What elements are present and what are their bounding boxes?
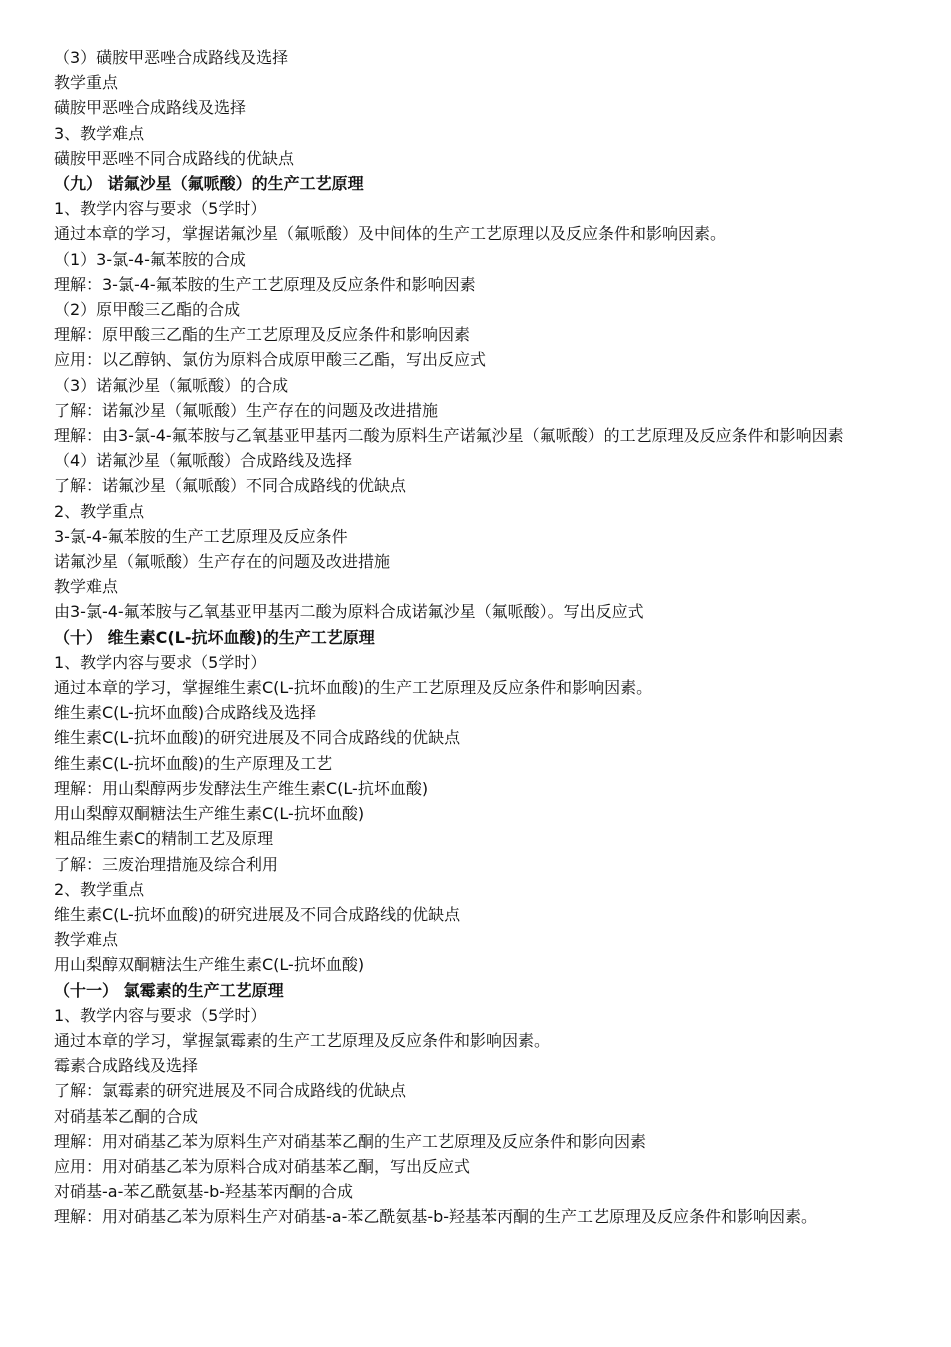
text-line: 1、教学内容与要求（5学时） <box>54 199 267 219</box>
text-line: 1、教学内容与要求（5学时） <box>54 1005 267 1025</box>
text-line: 维生素C(L-抗坏血酸)的研究进展及不同合成路线的优缺点 <box>54 904 461 924</box>
document-body <box>54 45 914 1230</box>
text-line: （1）3-氯-4-氟苯胺的合成 <box>54 249 246 269</box>
text-line: 教学重点 <box>54 73 119 93</box>
text-line: 2、教学重点 <box>54 879 145 899</box>
text-line: 理解：3-氯-4-氟苯胺的生产工艺原理及反应条件和影响因素 <box>54 274 476 294</box>
text-line: （3）诺氟沙星（氟哌酸）的合成 <box>54 375 289 395</box>
text-line: 理解：由3-氯-4-氟苯胺与乙氧基亚甲基丙二酸为原料生产诺氟沙星（氟哌酸）的工艺原理及反应条件和影响因素 <box>54 426 844 446</box>
text-line: 磺胺甲恶唑不同合成路线的优缺点 <box>54 148 295 168</box>
text-line: 理解：原甲酸三乙酯的生产工艺原理及反应条件和影响因素 <box>54 325 471 345</box>
text-line: 对硝基-a-苯乙酰氨基-b-羟基苯丙酮的合成 <box>54 1182 354 1202</box>
text-line: 应用：用对硝基乙苯为原料合成对硝基苯乙酮，写出反应式 <box>54 1156 471 1176</box>
text-line: 由3-氯-4-氟苯胺与乙氧基亚甲基丙二酸为原料合成诺氟沙星（氟哌酸）。写出反应式 <box>54 602 644 622</box>
text-line: 3-氯-4-氟苯胺的生产工艺原理及反应条件 <box>54 526 348 546</box>
text-line: 通过本章的学习，掌握诺氟沙星（氟哌酸）及中间体的生产工艺原理以及反应条件和影响因素。 <box>54 224 727 244</box>
section-heading: （十一） 氯霉素的生产工艺原理 <box>54 980 284 1000</box>
text-line: 1、教学内容与要求（5学时） <box>54 652 267 672</box>
text-line: 磺胺甲恶唑合成路线及选择 <box>54 98 247 118</box>
text-line: 霉素合成路线及选择 <box>54 1056 199 1076</box>
text-line: （2）原甲酸三乙酯的合成 <box>54 300 241 320</box>
text-line: 维生素C(L-抗坏血酸)的生产原理及工艺 <box>54 753 333 773</box>
text-line: 了解：三废治理措施及综合利用 <box>54 854 279 874</box>
text-line: 对硝基苯乙酮的合成 <box>54 1106 199 1126</box>
text-line: 理解：用对硝基乙苯为原料生产对硝基-a-苯乙酰氨基-b-羟基苯丙酮的生产工艺原理及反应条件和影响因素。 <box>54 1207 818 1227</box>
text-line: （3）磺胺甲恶唑合成路线及选择 <box>54 48 289 67</box>
text-line: 通过本章的学习，掌握维生素C(L-抗坏血酸)的生产工艺原理及反应条件和影响因素。 <box>54 678 653 698</box>
text-line: 用山梨醇双酮糖法生产维生素C(L-抗坏血酸) <box>54 955 365 975</box>
text-line: （4）诺氟沙星（氟哌酸）合成路线及选择 <box>54 451 353 471</box>
text-line: 2、教学重点 <box>54 501 145 521</box>
text-line: 通过本章的学习，掌握氯霉素的生产工艺原理及反应条件和影响因素。 <box>54 1030 551 1050</box>
text-line: 了解：诺氟沙星（氟哌酸）生产存在的问题及改进措施 <box>54 400 439 420</box>
text-line: 理解：用山梨醇两步发酵法生产维生素C(L-抗坏血酸) <box>54 778 429 798</box>
section-heading: （十） 维生素C(L-抗坏血酸)的生产工艺原理 <box>54 627 375 647</box>
text-line: 教学难点 <box>54 930 119 950</box>
section-heading: （九） 诺氟沙星（氟哌酸）的生产工艺原理 <box>54 174 364 194</box>
text-line: 教学难点 <box>54 577 119 597</box>
text-line: 粗品维生素C的精制工艺及原理 <box>54 829 274 849</box>
text-line: 理解：用对硝基乙苯为原料生产对硝基苯乙酮的生产工艺原理及反应条件和影向因素 <box>54 1131 647 1151</box>
text-line: 了解：诺氟沙星（氟哌酸）不同合成路线的优缺点 <box>54 476 407 496</box>
text-line: 维生素C(L-抗坏血酸)的研究进展及不同合成路线的优缺点 <box>54 728 461 748</box>
text-line: 诺氟沙星（氟哌酸）生产存在的问题及改进措施 <box>54 552 391 572</box>
text-line: 维生素C(L-抗坏血酸)合成路线及选择 <box>54 703 317 723</box>
text-line: 应用：以乙醇钠、氯仿为原料合成原甲酸三乙酯，写出反应式 <box>54 350 487 370</box>
text-line: 用山梨醇双酮糖法生产维生素C(L-抗坏血酸) <box>54 804 365 824</box>
text-line: 3、教学难点 <box>54 123 145 143</box>
text-line: 了解：氯霉素的研究进展及不同合成路线的优缺点 <box>54 1081 407 1101</box>
